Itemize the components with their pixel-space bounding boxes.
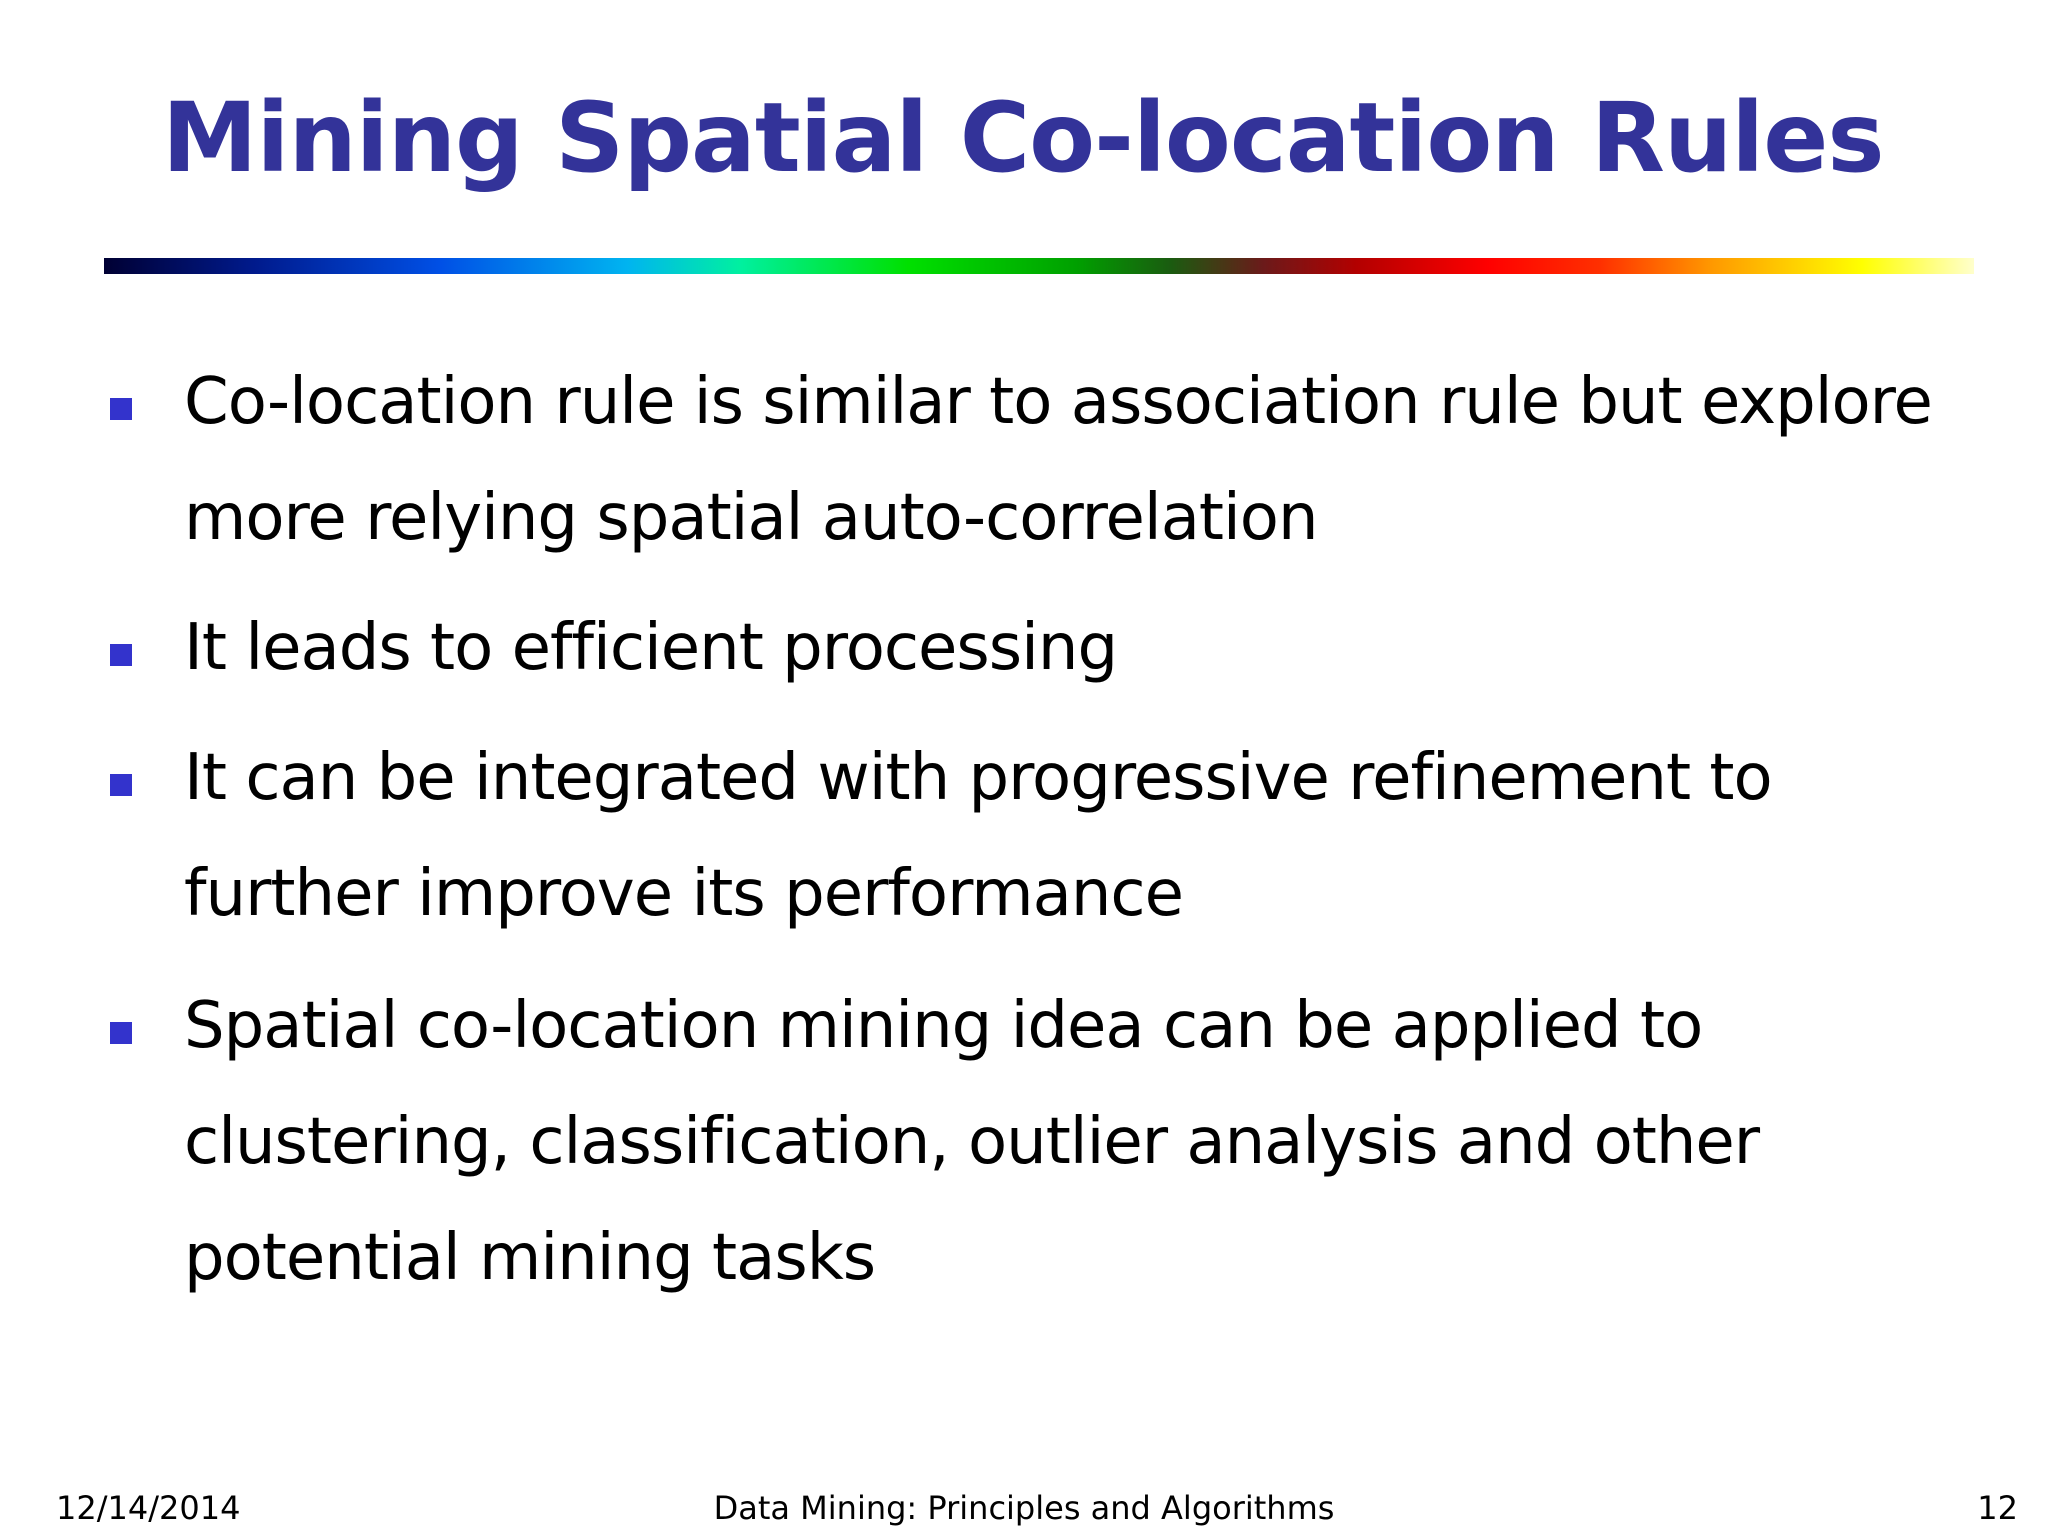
bullet-square-icon (110, 398, 132, 420)
footer-date: 12/14/2014 (56, 1489, 241, 1527)
bullet-square-icon (110, 644, 132, 666)
slide-title: Mining Spatial Co-location Rules (162, 82, 1884, 194)
bullet-text: It can be integrated with progressive refinement to further improve its performance (184, 741, 1772, 931)
footer-page-number: 12 (1977, 1489, 2018, 1527)
bullet-square-icon (110, 774, 132, 796)
bullet-text: It leads to efficient processing (184, 611, 1118, 685)
bullet-square-icon (110, 1022, 132, 1044)
bullet-text: Spatial co-location mining idea can be applied to clustering, classification, outlier analysis and other potential mining tasks (184, 989, 1760, 1295)
footer-course-title: Data Mining: Principles and Algorithms (713, 1489, 1335, 1527)
bullet-text: Co-location rule is similar to association rule but explore more relying spatial auto-correlation (184, 365, 1932, 555)
title-divider (104, 258, 1974, 274)
